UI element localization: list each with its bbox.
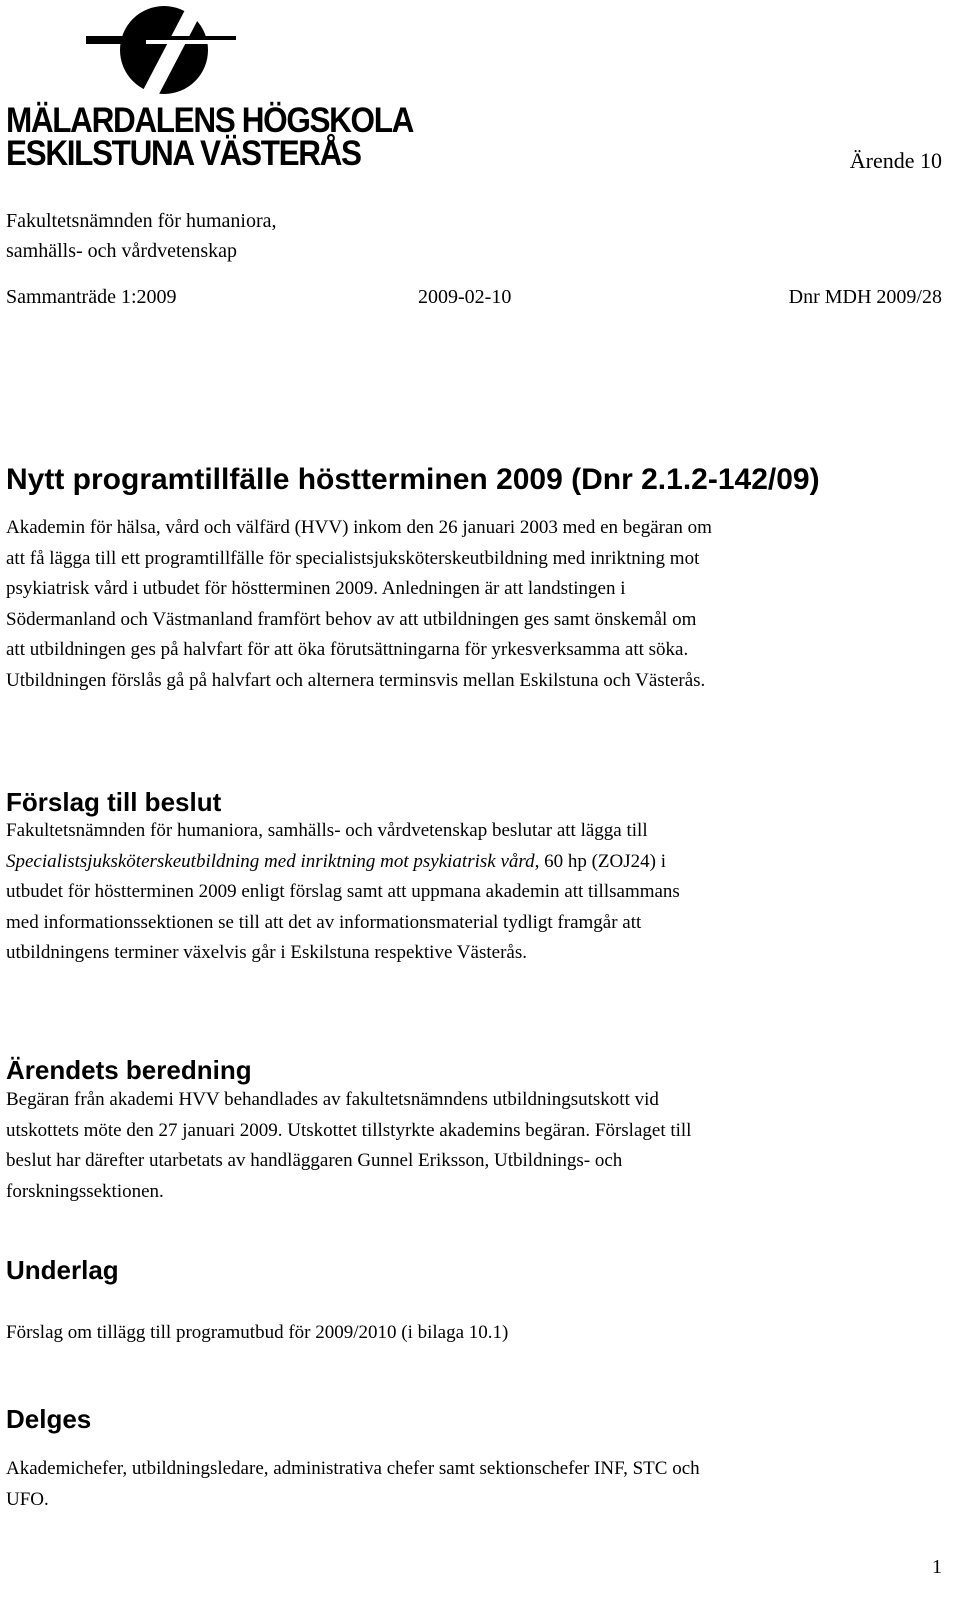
proposal-line-rest: , 60 hp (ZOJ24) i [534, 850, 666, 872]
meeting-date: 2009-02-10 [418, 286, 512, 308]
proposal-line [6, 847, 946, 878]
intro-line: Södermanland och Västmanland framfört behov av att utbildningen ges samt önskemål om [6, 608, 697, 630]
faculty-line-1: Fakultetsnämnden för humaniora, [6, 210, 277, 232]
preparation-line: beslut har därefter utarbetats av handläggaren Gunnel Eriksson, Utbildnings- och [6, 1150, 623, 1171]
intro-line: att få lägga till ett programtillfälle för specialistsjuksköterskeutbildning med inriktning mot [6, 547, 700, 569]
university-logo [6, 0, 413, 173]
logo-emblem-icon [86, 0, 236, 100]
preparation-line: forskningssektionen. [6, 1180, 164, 1202]
meeting-label: Sammanträde 1:2009 [6, 286, 177, 308]
logo-text-line2: ESKILSTUNA VÄSTERÅS [6, 134, 361, 173]
basis-paragraph [6, 1318, 946, 1349]
preparation-paragraph [6, 1085, 946, 1207]
intro-line: Akademin för hälsa, vård och välfärd (HVV) inkom den 26 januari 2003 med en begäran om [6, 517, 712, 538]
proposal-line: Fakultetsnämnden för humaniora, samhälls- och vårdvetenskap beslutar att lägga till [6, 820, 648, 841]
distribution-line: Akademichefer, utbildningsledare, administrativa chefer samt sektionschefer INF, STC och [6, 1458, 700, 1479]
basis-line: Förslag om tillägg till programutbud för 2009/2010 (i bilaga 10.1) [6, 1322, 509, 1343]
intro-line: psykiatrisk vård i utbudet för höstterminen 2009. Anledningen är att landstingen i [6, 578, 626, 599]
intro-line: Utbildningen förslås gå på halvfart och alternera terminsvis mellan Eskilstuna och Västerås. [6, 669, 706, 691]
distribution-heading: Delges [6, 1404, 92, 1434]
program-name: Specialistsjuksköterskeutbildning med inriktning mot psykiatrisk vård [6, 850, 535, 872]
item-number: Ärende 10 [849, 148, 942, 173]
faculty-name [6, 206, 277, 266]
preparation-line: utskottets möte den 27 januari 2009. Utskottet tillstyrkte akademins begäran. Förslaget till [6, 1119, 692, 1141]
proposal-heading: Förslag till beslut [6, 787, 222, 817]
proposal-line: utbildningens terminer växelvis går i Eskilstuna respektive Västerås. [6, 942, 527, 963]
preparation-heading: Ärendets beredning [6, 1055, 252, 1085]
proposal-paragraph [6, 816, 946, 969]
reference-number: Dnr MDH 2009/28 [788, 286, 942, 308]
proposal-line: utbudet för höstterminen 2009 enligt förslag samt att uppmana akademin att tillsammans [6, 881, 680, 902]
distribution-paragraph [6, 1454, 946, 1515]
logo-text-line1: MÄLARDALENS HÖGSKOLA [6, 101, 413, 140]
document-title: Nytt programtillfälle höstterminen 2009 (Dnr 2.1.2-142/09) [6, 463, 820, 496]
intro-paragraph [6, 513, 946, 696]
page-number: 1 [932, 1556, 942, 1578]
distribution-line: UFO. [6, 1488, 49, 1510]
preparation-line: Begäran från akademi HVV behandlades av fakultetsnämndens utbildningsutskott vid [6, 1089, 659, 1110]
faculty-line-2: samhälls- och vårdvetenskap [6, 240, 238, 262]
basis-heading: Underlag [6, 1255, 119, 1285]
proposal-line: med informationssektionen se till att det av informationsmaterial tydligt framgår att [6, 911, 642, 933]
intro-line: att utbildningen ges på halvfart för att öka förutsättningarna för yrkesverksamma att söka. [6, 639, 689, 660]
